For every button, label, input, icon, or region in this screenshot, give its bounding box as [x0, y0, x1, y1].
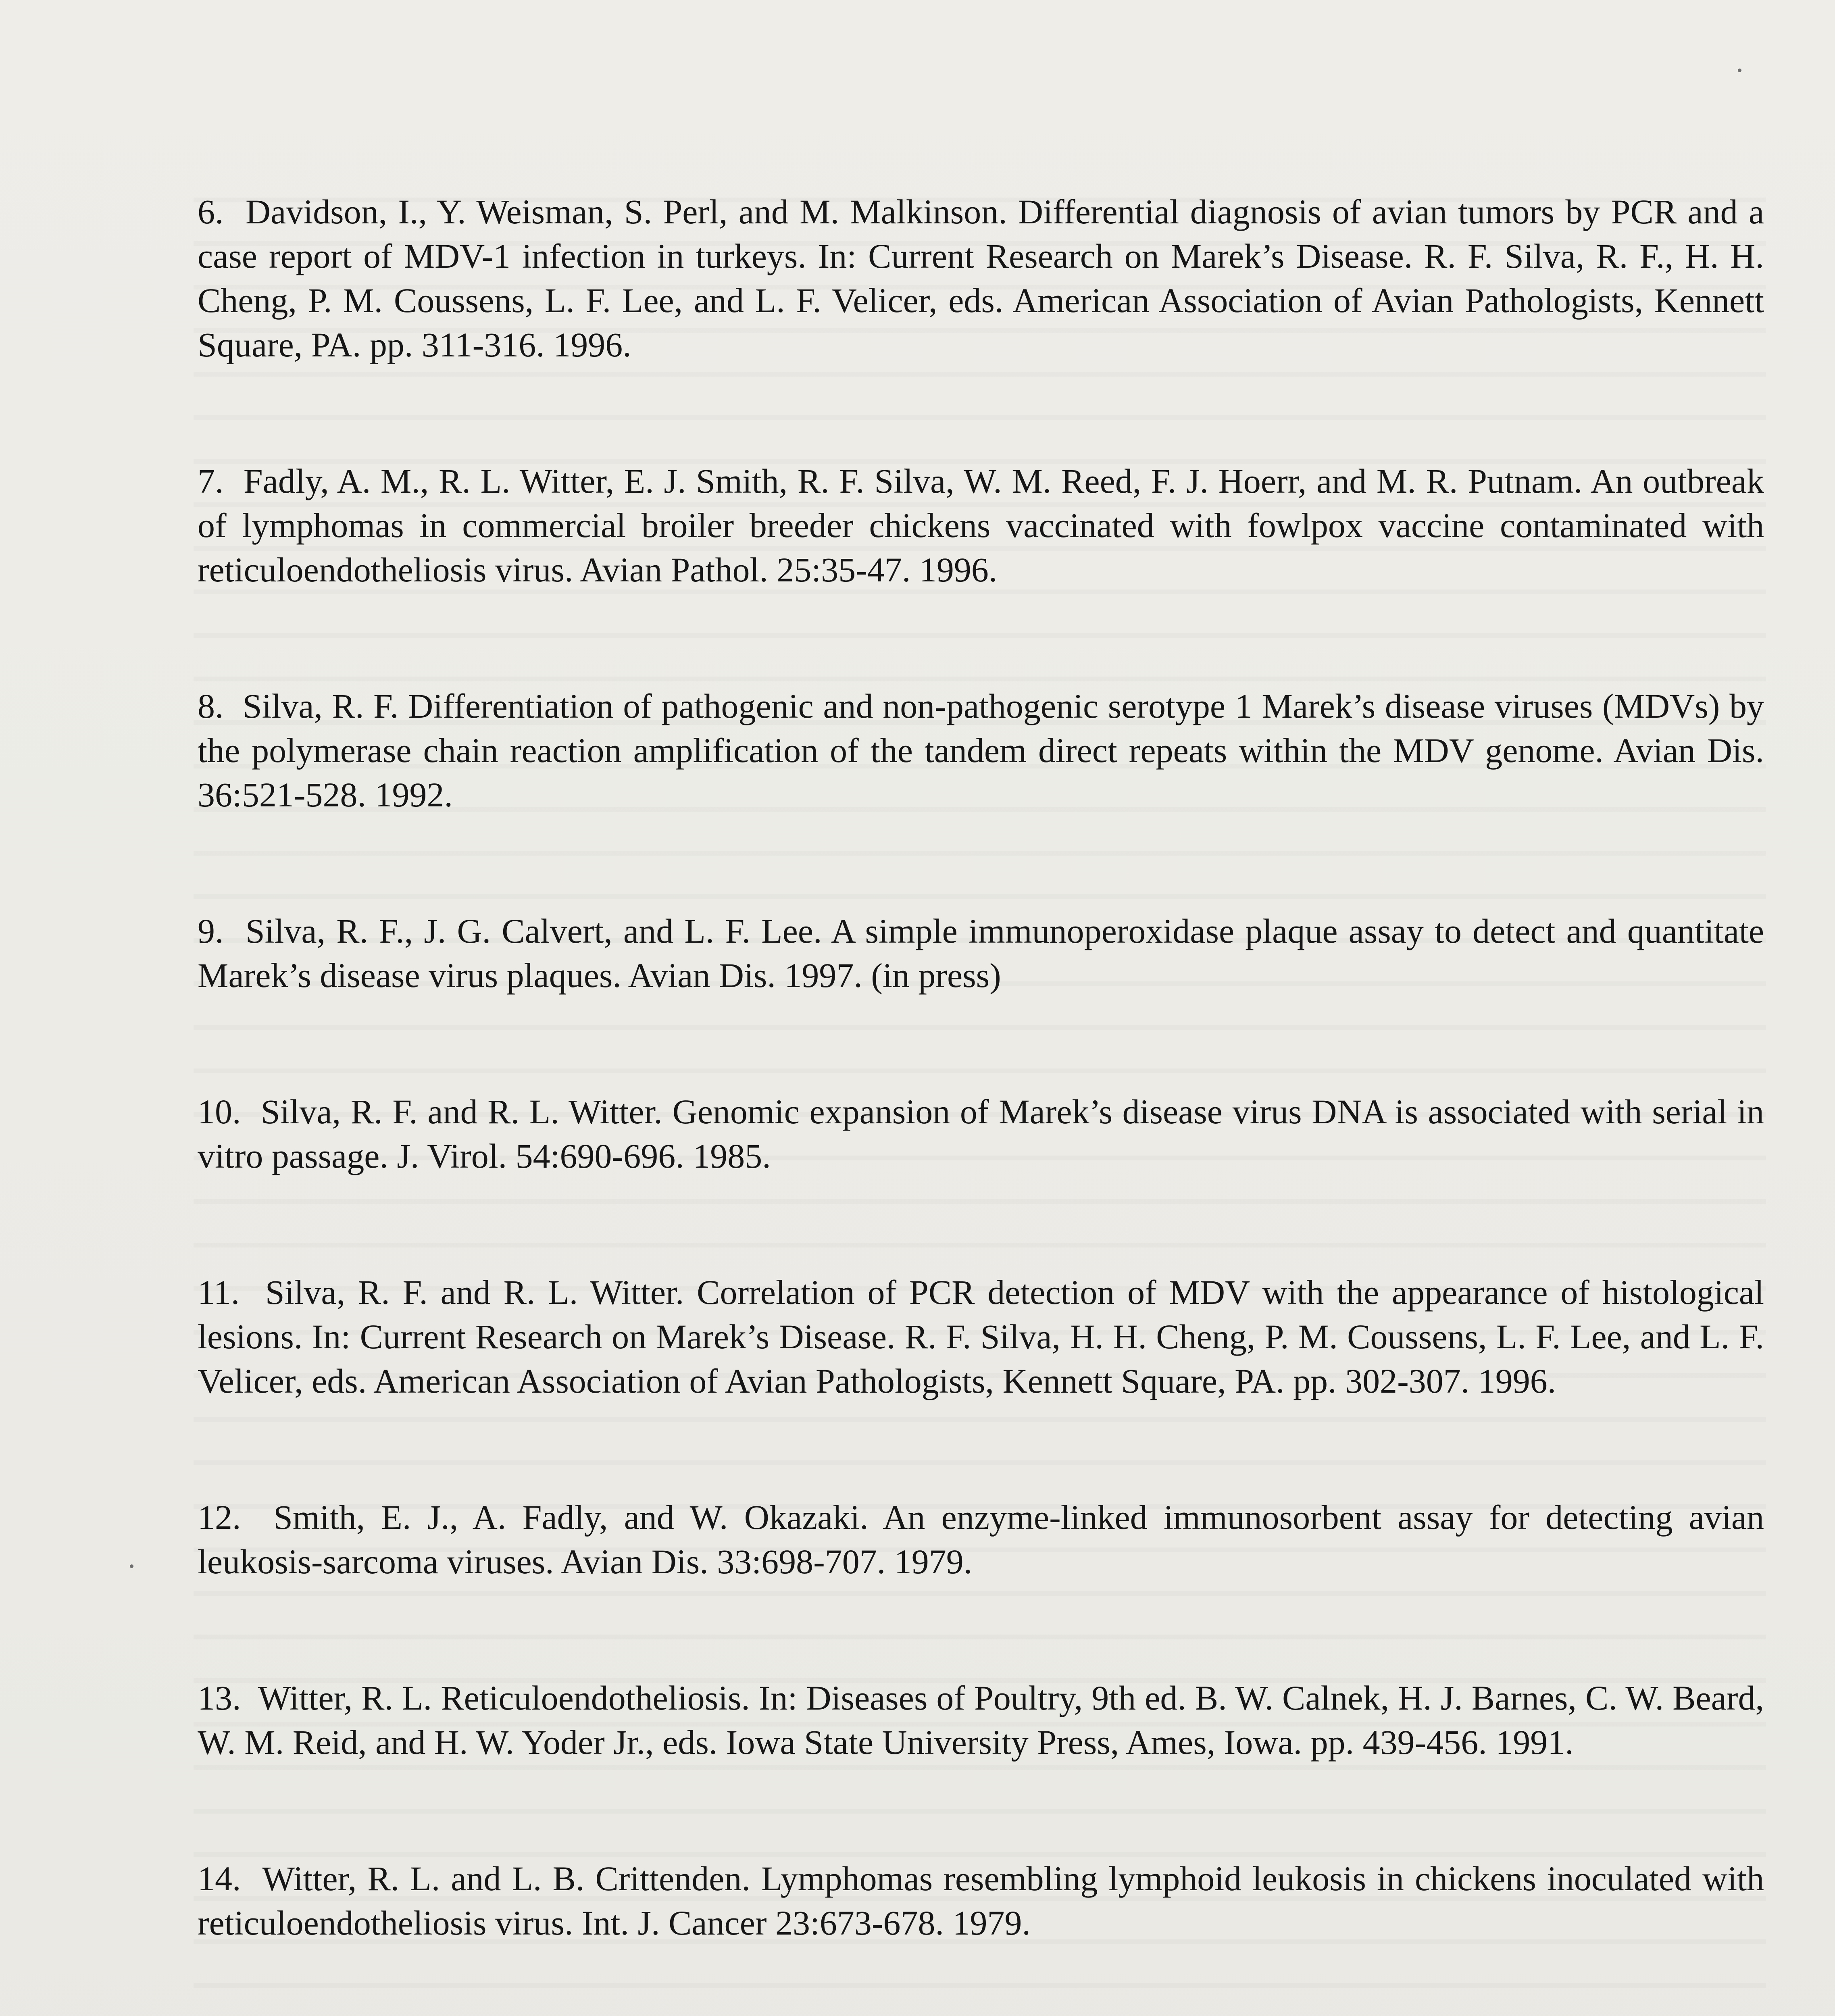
reference-number: 6.	[198, 192, 224, 231]
reference-item	[198, 190, 1764, 367]
reference-text: Witter, R. L. Reticuloendotheliosis. In: Diseases of Poultry, 9th ed. B. W. Calnek, H. J. Barnes, C. W. Beard, W. M. Reid, and H. W. Yoder Jr., eds. Iowa State University Press, Ames, Iowa. pp. 439-456. 1991.	[198, 1679, 1764, 1762]
reference-number: 11.	[198, 1273, 240, 1312]
reference-number: 12.	[198, 1498, 241, 1537]
reference-item	[198, 1270, 1764, 1403]
reference-item	[198, 684, 1764, 817]
scan-speck	[1738, 69, 1741, 72]
reference-item	[198, 1495, 1764, 1584]
reference-item	[198, 909, 1764, 998]
reference-text: Fadly, A. M., R. L. Witter, E. J. Smith, R. F. Silva, W. M. Reed, F. J. Hoerr, and M. R. Putnam. An outbreak of lymphomas in commercial broiler breeder chickens vaccinated with fowlpox vaccine contaminated with reticuloendotheliosis virus. Avian Pathol. 25:35-47. 1996.	[198, 462, 1764, 589]
reference-text: Silva, R. F. and R. L. Witter. Genomic expansion of Marek’s disease virus DNA is associated with serial in vitro passage. J. Virol. 54:690-696. 1985.	[198, 1092, 1764, 1175]
reference-number: 9.	[198, 912, 224, 950]
reference-number: 10.	[198, 1092, 241, 1131]
reference-number: 14.	[198, 1859, 241, 1898]
reference-text: Smith, E. J., A. Fadly, and W. Okazaki. An enzyme-linked immunosorbent assay for detecting avian leukosis-sarcoma viruses. Avian Dis. 33:698-707. 1979.	[198, 1498, 1764, 1581]
reference-text: Witter, R. L. and L. B. Crittenden. Lymphomas resembling lymphoid leukosis in chickens inoculated with reticuloendotheliosis virus. Int. J. Cancer 23:673-678. 1979.	[198, 1859, 1764, 1942]
reference-text: Silva, R. F., J. G. Calvert, and L. F. Lee. A simple immunoperoxidase plaque assay to detect and quantitate Marek’s disease virus plaques. Avian Dis. 1997. (in press)	[198, 912, 1764, 995]
reference-number: 8.	[198, 687, 224, 725]
reference-text: Silva, R. F. Differentiation of pathogenic and non-pathogenic serotype 1 Marek’s disease viruses (MDVs) by the polymerase chain reaction amplification of the tandem direct repeats within the MDV genome. Avian Dis. 36:521-528. 1992.	[198, 687, 1764, 814]
reference-item	[198, 1856, 1764, 1945]
reference-number: 13.	[198, 1679, 241, 1717]
reference-number: 7.	[198, 462, 224, 500]
reference-list	[198, 190, 1764, 2016]
reference-item	[198, 1089, 1764, 1178]
reference-item	[198, 1676, 1764, 1764]
reference-text: Silva, R. F. and R. L. Witter. Correlation of PCR detection of MDV with the appearance of histological lesions. In: Current Research on Marek’s Disease. R. F. Silva, H. H. Cheng, P. M. Coussens, L. F. Lee, and L. F. Velicer, eds. American Association of Avian Pathologists, Kennett Square, PA. pp. 302-307. 1996.	[198, 1273, 1764, 1400]
reference-item	[198, 459, 1764, 592]
scan-speck	[130, 1564, 133, 1568]
reference-text: Davidson, I., Y. Weisman, S. Perl, and M. Malkinson. Differential diagnosis of avian tumors by PCR and a case report of MDV-1 infection in turkeys. In: Current Research on Marek’s Disease. R. F. Silva, R. F., H. H. Cheng, P. M. Coussens, L. F. Lee, and L. F. Velicer, eds. American Association of Avian Pathologists, Kennett Square, PA. pp. 311-316. 1996.	[198, 192, 1764, 364]
